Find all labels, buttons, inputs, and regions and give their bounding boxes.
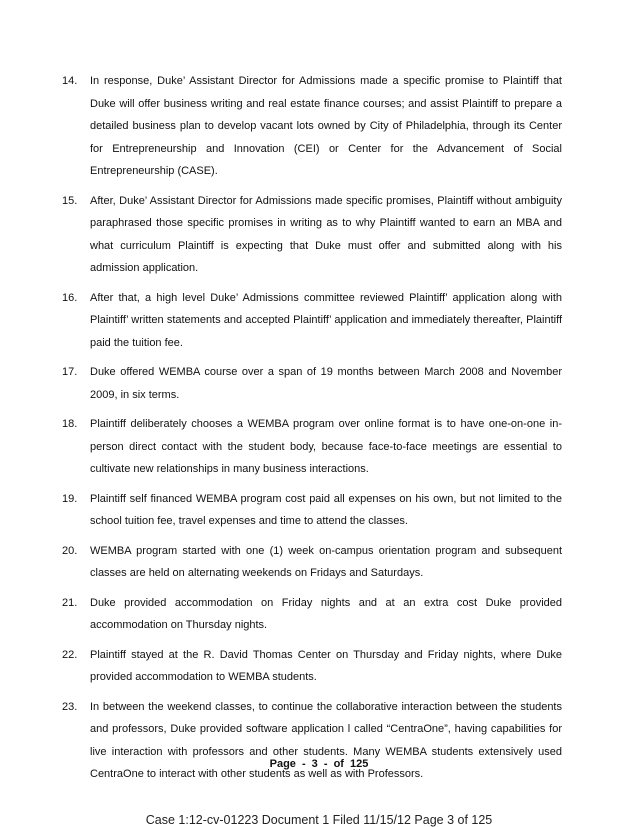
- paragraph-19: [0, 488, 638, 533]
- paragraph-text: Plaintiff deliberately chooses a WEMBA program over online format is to have one-on-one in-person direct contact with the student body, because face-to-face meetings are essential to cultivate new relationships in many business interactions.: [90, 418, 562, 475]
- paragraph-text: Plaintiff stayed at the R. David Thomas Center on Thursday and Friday nights, where Duke provided accommodation to WEMBA students.: [90, 648, 562, 683]
- paragraph-text: In response, Duke’ Assistant Director for Admissions made a specific promise to Plaintiff that Duke will offer business writing and real estate finance courses; and assist Plaintiff to prepare a detailed business plan to develop vacant lots owned by City of Philadelphia, through its Center for Entrepreneurship and Innovation (CEI) or Center for the Advancement of Social Entrepreneurship (CASE).: [90, 75, 562, 177]
- paragraph-16: [0, 287, 638, 355]
- page-footer: Page - 3 - of 125: [269, 758, 369, 770]
- paragraph-14: [0, 70, 638, 183]
- paragraph-number: 18.: [62, 418, 78, 430]
- paragraph-23: [0, 696, 638, 786]
- paragraph-number: 19.: [62, 492, 78, 505]
- paragraph-20: [0, 540, 638, 585]
- paragraph-17: [0, 361, 638, 406]
- paragraph-number: 20.: [62, 544, 78, 557]
- paragraph-number: 14.: [62, 75, 78, 87]
- paragraph-number: 16.: [62, 291, 78, 304]
- paragraph-number: 21.: [62, 596, 78, 609]
- paragraph-number: 22.: [62, 648, 78, 661]
- paragraph-number: 17.: [62, 366, 78, 378]
- paragraph-text: Plaintiff self financed WEMBA program cost paid all expenses on his own, but not limited to the school tuition fee, travel expenses and time to attend the classes.: [90, 492, 562, 527]
- paragraph-number: 23.: [62, 700, 78, 713]
- paragraph-text: WEMBA program started with one (1) week on-campus orientation program and subsequent classes are held on alternating weekends on Fridays and Saturdays.: [90, 544, 562, 579]
- paragraph-number: 15.: [62, 194, 78, 207]
- paragraph-18: [0, 413, 638, 481]
- paragraph-text: After that, a high level Duke’ Admissions committee reviewed Plaintiff’ application along with Plaintiff’ written statements and accepted Plaintiff’ application and immediately thereafter, Plaintiff paid the tuition fee.: [90, 291, 562, 349]
- numbered-paragraphs: [0, 70, 638, 793]
- paragraph-22: [0, 644, 638, 689]
- paragraph-15: [0, 190, 638, 280]
- paragraph-text: After, Duke’ Assistant Director for Admissions made specific promises, Plaintiff without ambiguity paraphrased those specific promises in writing as to why Plaintiff wanted to earn an MBA and what curriculum Plaintiff is expecting that Duke must offer and submitted along with his admission application.: [90, 194, 562, 274]
- paragraph-text: Duke provided accommodation on Friday nights and at an extra cost Duke provided accommodation on Thursday nights.: [90, 596, 562, 631]
- paragraph-text: In between the weekend classes, to continue the collaborative interaction between the students and professors, Duke provided software application l called “CentraOne”, having capabilities for live interaction with professors and other students. Many WEMBA students extensively used CentraOne to interact with other students as well as with Professors.: [90, 700, 562, 780]
- paragraph-text: Duke offered WEMBA course over a span of 19 months between March 2008 and November 2009, in six terms.: [90, 366, 562, 401]
- case-stamp: Case 1:12-cv-01223 Document 1 Filed 11/15/12 Page 3 of 125: [145, 813, 493, 827]
- paragraph-21: [0, 592, 638, 637]
